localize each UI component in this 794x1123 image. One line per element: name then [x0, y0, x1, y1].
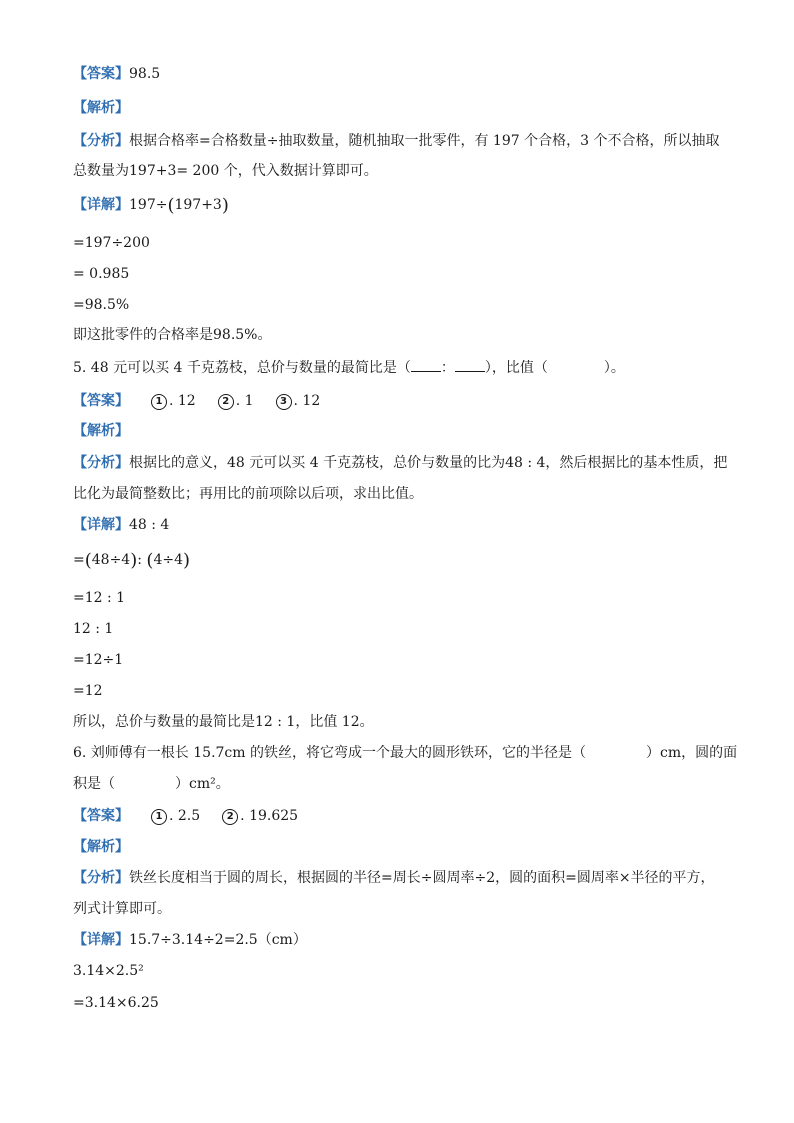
q5-stem	[73, 358, 744, 378]
q5-detail-line	[73, 515, 744, 535]
q5-detail-first: 48 : 4	[129, 517, 170, 533]
q4-detail-expr-b: 197+3	[174, 197, 222, 213]
q5-fenxi-line1	[73, 453, 744, 473]
detail-tag: 【详解】	[73, 932, 129, 948]
q4-paren-open: (	[167, 195, 175, 216]
q4-answer-value: 98.5	[129, 66, 161, 82]
q6-analysis-heading	[73, 837, 744, 857]
fenxi-tag: 【分析】	[73, 133, 129, 149]
analysis-tag: 【解析】	[73, 839, 129, 855]
q5-blank-2	[455, 359, 485, 372]
q5-fenxi-line2: 比化为最简整数比；再用比的前项除以后项，求出比值。	[73, 486, 423, 502]
analysis-tag: 【解析】	[73, 100, 129, 116]
q4-step2: = 0.985	[73, 266, 130, 282]
circled-number-icon: 1	[151, 809, 167, 825]
q6-fenxi-line2: 列式计算即可。	[73, 901, 171, 917]
q5-step1-b: 48÷4	[91, 552, 131, 568]
q4-conclusion: 即这批零件的合格率是98.5%。	[73, 327, 272, 343]
q5-answer-1	[151, 391, 196, 411]
q5-conclusion: 所以，总价与数量的最简比是12 : 1，比值 12。	[73, 714, 374, 730]
detail-tag: 【详解】	[73, 197, 129, 213]
q5-fenxi-text1: 根据比的意义，48 元可以买 4 千克荔枝，总价与数量的比为48 : 4，然后根据比的基本性质，把	[129, 455, 728, 471]
q5-step4: =12÷1	[73, 652, 124, 668]
q5-stem-b: ），比值（	[484, 360, 548, 376]
q5-step1-colon: :	[137, 552, 147, 568]
q5-paren: )	[183, 550, 191, 571]
q6-stem-d: ）cm²。	[175, 776, 230, 792]
q4-fenxi-line1	[73, 131, 744, 151]
q6-fenxi-text1: 铁丝长度相当于圆的周长，根据圆的半径=周长÷圆周率÷2，圆的面积=圆周率×半径的平方，	[129, 870, 715, 886]
q5-paren: (	[146, 550, 154, 571]
q4-answer-line	[73, 64, 744, 84]
answer-tag: 【答案】	[73, 393, 129, 409]
q5-answer-2-value: . 1	[235, 393, 254, 409]
q6-step1: 3.14×2.5²	[73, 963, 144, 979]
q5-stem-colon: ：	[440, 360, 455, 376]
q6-stem-b: ）cm，圆的面	[646, 745, 738, 761]
q4-detail-expr-a: 197÷	[129, 197, 168, 213]
q6-stem-line2	[73, 774, 744, 794]
q5-step1-eq: =	[73, 552, 85, 568]
q5-answer-2	[218, 391, 254, 411]
fenxi-tag: 【分析】	[73, 455, 129, 471]
q5-stem-c: ）。	[603, 360, 625, 376]
q4-analysis-heading	[73, 98, 744, 118]
q6-answer-line	[73, 806, 744, 826]
q5-step1	[73, 550, 744, 571]
q6-fenxi-line1	[73, 868, 744, 888]
q6-answer-2-value: . 19.625	[240, 808, 299, 824]
q4-paren-close: )	[221, 195, 229, 216]
fenxi-tag: 【分析】	[73, 870, 129, 886]
q6-detail-line	[73, 930, 744, 950]
q5-paren: (	[84, 550, 92, 571]
q4-fenxi-line2: 总数量为197+3= 200 个，代入数据计算即可。	[73, 163, 378, 179]
answer-tag: 【答案】	[73, 66, 129, 82]
circled-number-icon: 3	[276, 394, 292, 410]
q6-stem-c: 积是（	[73, 776, 115, 792]
q6-stem-line1	[73, 743, 744, 763]
q4-detail-line	[73, 195, 744, 216]
q4-fenxi-text1: 根据合格率=合格数量÷抽取数量，随机抽取一批零件，有 197 个合格，3 个不合格，所以抽取	[129, 133, 720, 149]
q6-answer-1	[151, 806, 200, 826]
q5-stem-a: 5. 48 元可以买 4 千克荔枝，总价与数量的最简比是（	[73, 360, 411, 376]
q4-step1: =197÷200	[73, 235, 150, 251]
q5-paren: )	[130, 550, 138, 571]
q5-step3: 12 : 1	[73, 621, 114, 637]
q6-step2: =3.14×6.25	[73, 995, 159, 1011]
q5-step1-d: 4÷4	[153, 552, 183, 568]
q5-analysis-heading	[73, 421, 744, 441]
q5-answer-1-value: . 12	[169, 393, 196, 409]
analysis-tag: 【解析】	[73, 423, 129, 439]
q5-blank-1	[411, 359, 441, 372]
q5-answer-3-value: . 12	[293, 393, 321, 409]
q6-answer-1-value: . 2.5	[169, 808, 201, 824]
circled-number-icon: 1	[151, 394, 167, 410]
q4-step3: =98.5%	[73, 297, 130, 313]
q6-detail-first: 15.7÷3.14÷2=2.5（cm）	[129, 932, 307, 948]
q5-answer-3	[276, 391, 321, 411]
q5-step2: =12 : 1	[73, 590, 126, 606]
q6-answer-2	[222, 806, 298, 826]
detail-tag: 【详解】	[73, 517, 129, 533]
circled-number-icon: 2	[222, 809, 238, 825]
q5-answer-line	[73, 391, 744, 411]
circled-number-icon: 2	[218, 394, 234, 410]
q5-step5: =12	[73, 683, 103, 699]
answer-tag: 【答案】	[73, 808, 129, 824]
q6-stem-a: 6. 刘师傅有一根长 15.7cm 的铁丝，将它弯成一个最大的圆形铁环，它的半径是（	[73, 745, 586, 761]
